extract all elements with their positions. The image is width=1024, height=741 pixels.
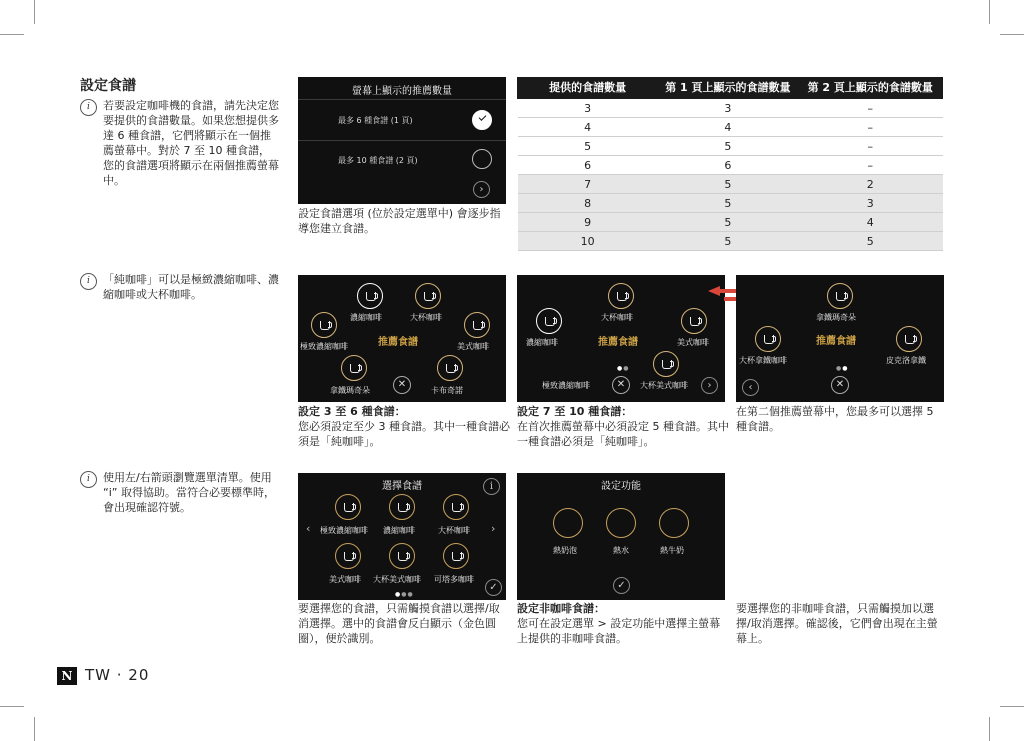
caption-bold: 設定 3 至 6 種食譜： (298, 405, 406, 418)
table-row (518, 213, 943, 232)
espresso-cup-icon[interactable] (357, 283, 383, 309)
table-row (518, 118, 943, 137)
option-6-recipes-label: 最多 6 種食譜 (1 頁) (338, 116, 413, 125)
piccolo-latte-cup-icon[interactable] (896, 326, 922, 352)
table-row (518, 194, 943, 213)
caption-select: 要選擇您的食譜，只需觸摸食譜以選擇/取消選擇。選中的食譜會反白顯示（金色圓圈），便於識別。 (298, 602, 500, 645)
americano-cup-icon[interactable] (681, 308, 707, 334)
recipe-label-americano-lungo: 大杯美式咖啡 (373, 575, 421, 584)
divider (298, 140, 506, 141)
crop-mark (34, 717, 35, 741)
caption-bold: 設定非咖啡食譜： (517, 602, 605, 615)
table-cell: – (798, 137, 943, 156)
table-row (518, 232, 943, 251)
crop-mark (0, 34, 24, 35)
chevron-right-icon[interactable]: › (491, 522, 496, 535)
hot-milk-icon[interactable] (659, 508, 689, 538)
table-cell: 7 (518, 175, 658, 194)
function-label-milk-foam: 熱奶泡 (553, 546, 577, 555)
note-text: 「純咖啡」可以是極緻濃縮咖啡、濃縮咖啡或大杯咖啡。 (103, 273, 279, 301)
table-cell: – (798, 118, 943, 137)
table-row (518, 137, 943, 156)
table-cell: 9 (518, 213, 658, 232)
recipe-label-espresso: 濃縮咖啡 (526, 338, 558, 347)
table-header: 第 2 頁上顯示的食譜數量 (798, 78, 943, 99)
screen-select-recipes (298, 473, 506, 600)
screen-recommended-page-2 (736, 275, 944, 402)
americano-cup-icon[interactable] (464, 312, 490, 338)
ristretto-cup-icon[interactable] (335, 494, 361, 520)
recipe-label-ristretto: 極致濃縮咖啡 (300, 342, 348, 351)
espresso-cup-icon[interactable] (536, 308, 562, 334)
recipe-label-americano: 美式咖啡 (677, 338, 709, 347)
screen-recipe-count (298, 77, 506, 204)
table-cell: 4 (658, 118, 798, 137)
milk-foam-icon[interactable] (553, 508, 583, 538)
recipe-label-americano: 美式咖啡 (329, 575, 361, 584)
screen-recommended-7-10 (517, 275, 725, 402)
ristretto-cup-icon[interactable] (311, 312, 337, 338)
recommended-label: 推薦食譜 (598, 337, 638, 348)
option-10-recipes-label: 最多 10 種食譜 (2 頁) (338, 156, 418, 165)
previous-arrow-icon[interactable]: ‹ (742, 379, 759, 396)
note-setup (80, 98, 280, 188)
caption-page-2: 在第二個推薦螢幕中，您最多可以選擇 5 種食譜。 (736, 405, 934, 433)
recipe-label-latte-macchiato: 拿鐵瑪奇朵 (330, 386, 370, 395)
crop-mark (1000, 34, 1024, 35)
caption-functions (517, 601, 729, 646)
lungo-cup-icon[interactable] (415, 283, 441, 309)
crop-mark (989, 0, 990, 24)
table-row (518, 99, 943, 118)
recipe-label-cortado: 可塔多咖啡 (434, 575, 474, 584)
latte-macchiato-cup-icon[interactable] (341, 355, 367, 381)
screen-recommended-3-6 (298, 275, 506, 402)
table-header: 提供的食譜數量 (518, 78, 658, 99)
table-cell: 5 (658, 232, 798, 251)
table-cell: 5 (658, 194, 798, 213)
caption-text: 在首次推薦螢幕中必須設定 5 種食譜。其中一種食譜必須是「純咖啡」。 (517, 420, 729, 448)
screen-set-functions (517, 473, 725, 600)
table-cell: 5 (658, 175, 798, 194)
caption-bold: 設定 7 至 10 種食譜： (517, 405, 633, 418)
recipe-label-grande-latte: 大杯拿鐵咖啡 (739, 356, 787, 365)
page-dots: ●● (836, 365, 849, 372)
americano-cup-icon[interactable] (335, 543, 361, 569)
recommended-label: 推薦食譜 (378, 337, 418, 348)
page-dots: ●●● (395, 591, 414, 598)
note-pure-coffee (80, 272, 280, 302)
crop-mark (1000, 706, 1024, 707)
recipe-label-cappuccino: 卡布奇諾 (431, 386, 463, 395)
lungo-cup-icon[interactable] (443, 494, 469, 520)
page-number: TW · 20 (85, 666, 150, 684)
table-cell: 5 (658, 137, 798, 156)
recipe-label-ristretto: 極致濃縮咖啡 (542, 381, 590, 390)
table-cell: 6 (658, 156, 798, 175)
function-label-hot-water: 熱水 (613, 546, 629, 555)
caption-7-10 (517, 404, 729, 449)
caption-recipe-count: 設定食譜選項 (位於設定選單中) 會逐步指導您建立食譜。 (298, 207, 501, 235)
recipe-label-lungo: 大杯咖啡 (438, 526, 470, 535)
lungo-cup-icon[interactable] (608, 283, 634, 309)
section-title: 設定食譜 (80, 78, 136, 94)
espresso-cup-icon[interactable] (389, 494, 415, 520)
americano-lungo-cup-icon[interactable] (653, 351, 679, 377)
recipe-label-espresso: 濃縮咖啡 (350, 313, 382, 322)
grande-latte-cup-icon[interactable] (755, 326, 781, 352)
caption-non-coffee: 要選擇您的非咖啡食譜，只需觸摸加以選擇/取消選擇。確認後，它們會出現在主螢幕上。 (736, 602, 938, 645)
brand-logo: N (57, 667, 77, 685)
recipe-label-espresso: 濃縮咖啡 (383, 526, 415, 535)
table-cell: 10 (518, 232, 658, 251)
recipe-label-lungo: 大杯咖啡 (410, 313, 442, 322)
recipe-label-americano-lungo: 大杯美式咖啡 (640, 381, 688, 390)
next-arrow-icon[interactable]: › (473, 181, 490, 198)
caption-text: 您可在設定選單 > 設定功能中選擇主螢幕上提供的非咖啡食譜。 (517, 617, 721, 645)
table-cell: 5 (658, 213, 798, 232)
option-10-recipes-radio[interactable] (472, 149, 492, 169)
table-header: 第 1 頁上顯示的食譜數量 (658, 78, 798, 99)
crop-mark (989, 717, 990, 741)
note-text: 使用左/右箭頭瀏覽選單清單。使用 “i” 取得協助。當符合必要標準時，會出現確認符號。 (103, 471, 275, 514)
note-text: 若要設定咖啡機的食譜，請先決定您要提供的食譜數量。如果您想提供多達 6 種食譜，它們將顯示在一個推薦螢幕中。對於 7 至 10 種食譜，您的食譜選項將顯示在兩個推薦螢幕中。 (103, 99, 279, 187)
divider (298, 99, 506, 100)
table-cell: 4 (518, 118, 658, 137)
chevron-left-icon[interactable]: ‹ (306, 522, 311, 535)
screen-title: 設定功能 (601, 481, 641, 492)
recipe-count-table (517, 77, 943, 251)
recipe-label-americano: 美式咖啡 (457, 342, 489, 351)
table-cell: 8 (518, 194, 658, 213)
table-cell: 6 (518, 156, 658, 175)
info-icon: i (80, 273, 97, 290)
crop-mark (0, 706, 24, 707)
cappuccino-cup-icon[interactable] (437, 355, 463, 381)
note-navigation (80, 470, 280, 515)
confirm-check-icon[interactable]: ✓ (485, 579, 502, 596)
table-cell: – (798, 99, 943, 118)
recommended-label: 推薦食譜 (816, 336, 856, 347)
americano-lungo-cup-icon[interactable] (389, 543, 415, 569)
cortado-cup-icon[interactable] (443, 543, 469, 569)
close-icon[interactable]: ✕ (831, 376, 849, 394)
next-arrow-icon[interactable]: › (701, 377, 718, 394)
table-row (518, 175, 943, 194)
confirm-check-icon[interactable]: ✓ (613, 577, 630, 594)
option-6-recipes-radio[interactable] (472, 110, 492, 130)
info-icon[interactable]: i (483, 478, 500, 495)
crop-mark (34, 0, 35, 24)
table-cell: 2 (798, 175, 943, 194)
latte-macchiato-cup-icon[interactable] (827, 283, 853, 309)
table-cell: 5 (518, 137, 658, 156)
info-icon: i (80, 471, 97, 488)
caption-3-6 (298, 404, 510, 449)
function-label-hot-milk: 熱牛奶 (660, 546, 684, 555)
table-cell: 3 (798, 194, 943, 213)
recipe-label-latte-macchiato: 拿鐵瑪奇朵 (816, 313, 856, 322)
table-cell: 5 (798, 232, 943, 251)
close-icon[interactable]: ✕ (393, 376, 411, 394)
table-row (518, 156, 943, 175)
hot-water-icon[interactable] (606, 508, 636, 538)
screen-title: 螢幕上顯示的推薦數量 (352, 86, 452, 97)
caption-text: 您必須設定至少 3 種食譜。其中一種食譜必須是「純咖啡」。 (298, 420, 510, 448)
table-cell: 4 (798, 213, 943, 232)
recipe-label-lungo: 大杯咖啡 (601, 313, 633, 322)
recipe-label-ristretto: 極致濃縮咖啡 (320, 526, 368, 535)
page-dots: ●● (617, 365, 630, 372)
table-cell: 3 (658, 99, 798, 118)
table-cell: – (798, 156, 943, 175)
recipe-label-piccolo-latte: 皮克洛拿鐵 (886, 356, 926, 365)
table-cell: 3 (518, 99, 658, 118)
close-icon[interactable]: ✕ (612, 376, 630, 394)
screen-title: 選擇食譜 (382, 481, 422, 492)
info-icon: i (80, 99, 97, 116)
